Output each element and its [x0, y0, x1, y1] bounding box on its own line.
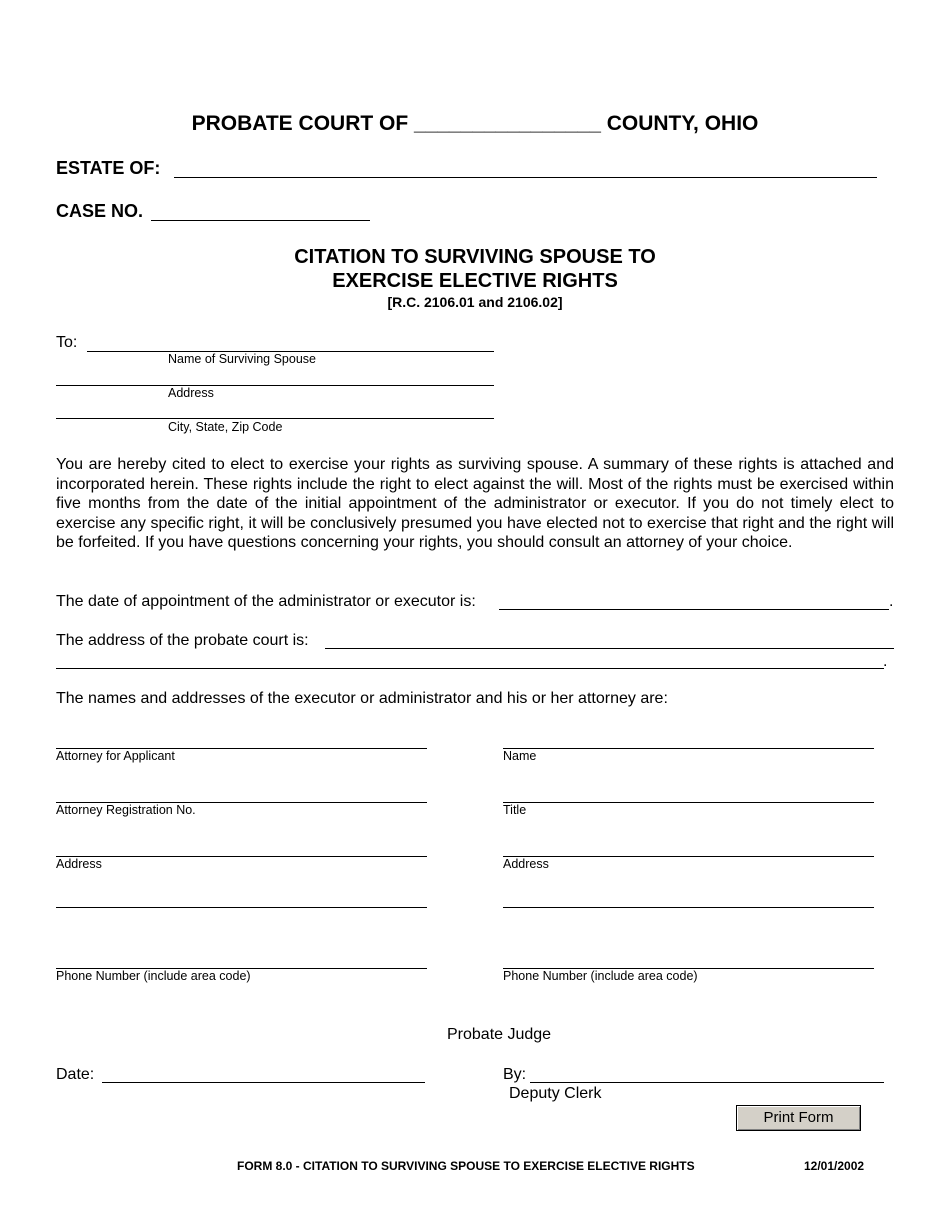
executor-title-field[interactable]	[503, 785, 874, 803]
by-label: By:	[503, 1066, 527, 1083]
spouse-city-field[interactable]	[56, 401, 494, 419]
attorney-caption: Attorney for Applicant	[56, 749, 175, 763]
executor-address-field[interactable]	[503, 839, 874, 857]
footer-form-title: FORM 8.0 - CITATION TO SURVIVING SPOUSE TO EXERCISE ELECTIVE RIGHTS	[237, 1159, 695, 1173]
court-address-field[interactable]	[325, 631, 894, 649]
court-address-field-line2[interactable]	[56, 651, 884, 669]
attorney-address-caption: Address	[56, 857, 102, 871]
estate-label: ESTATE OF:	[56, 158, 161, 178]
executor-name-caption: Name	[503, 749, 537, 763]
attorney-address-field-line2[interactable]	[56, 890, 427, 908]
appointment-date-field[interactable]	[499, 592, 889, 610]
case-label: CASE NO.	[56, 201, 144, 221]
executor-name-field[interactable]	[503, 731, 874, 749]
date-label: Date:	[56, 1066, 95, 1083]
spouse-name-field[interactable]	[87, 334, 494, 352]
spouse-city-caption: City, State, Zip Code	[168, 420, 283, 434]
attorney-address-field[interactable]	[56, 839, 427, 857]
appointment-period: .	[889, 593, 894, 610]
citation-paragraph: You are hereby cited to elect to exercise your rights as surviving spouse. A summary of these rights is attached and incorporated herein. These rights include the right to elect against the will. Most of the rights must be exercised within five months from the date of the initial appointment of the administrator or executor. If you do not timely elect to exercise any specific right, it will be conclusively presumed you have elected not to exercise that right and the right will be forfeited. If you have questions concerning your rights, you should consult an attorney of your choice.	[56, 456, 894, 551]
to-label: To:	[56, 334, 78, 351]
statute-reference: [R.C. 2106.01 and 2106.02]	[387, 294, 563, 310]
case-number-field[interactable]	[151, 203, 370, 221]
court-address-label: The address of the probate court is:	[56, 632, 309, 649]
attorney-field[interactable]	[56, 731, 427, 749]
executor-address-caption: Address	[503, 857, 549, 871]
date-field[interactable]	[102, 1065, 425, 1083]
print-form-button[interactable]: Print Form	[736, 1105, 861, 1131]
court-address-period: .	[883, 653, 888, 670]
registration-field[interactable]	[56, 785, 427, 803]
executor-phone-field[interactable]	[503, 951, 874, 969]
names-intro: The names and addresses of the executor or administrator and his or her attorney are:	[56, 690, 668, 707]
executor-address-field-line2[interactable]	[503, 890, 874, 908]
spouse-address-caption: Address	[168, 386, 214, 400]
document-title-line1: CITATION TO SURVIVING SPOUSE TO	[294, 246, 656, 268]
attorney-phone-caption: Phone Number (include area code)	[56, 969, 251, 983]
estate-field[interactable]	[174, 160, 877, 178]
executor-phone-caption: Phone Number (include area code)	[503, 969, 698, 983]
appointment-label: The date of appointment of the administrator or executor is:	[56, 593, 476, 610]
footer-form-date: 12/01/2002	[804, 1159, 865, 1173]
court-title: PROBATE COURT OF ________________ COUNTY, OHIO	[191, 112, 759, 135]
registration-caption: Attorney Registration No.	[56, 803, 196, 817]
spouse-name-caption: Name of Surviving Spouse	[168, 352, 316, 366]
spouse-address-field[interactable]	[56, 368, 494, 386]
probate-judge-label: Probate Judge	[447, 1026, 552, 1043]
attorney-phone-field[interactable]	[56, 951, 427, 969]
document-title-line2: EXERCISE ELECTIVE RIGHTS	[332, 270, 618, 292]
executor-title-caption: Title	[503, 803, 527, 817]
by-signature-field[interactable]	[530, 1065, 884, 1083]
deputy-clerk-label: Deputy Clerk	[509, 1085, 602, 1102]
